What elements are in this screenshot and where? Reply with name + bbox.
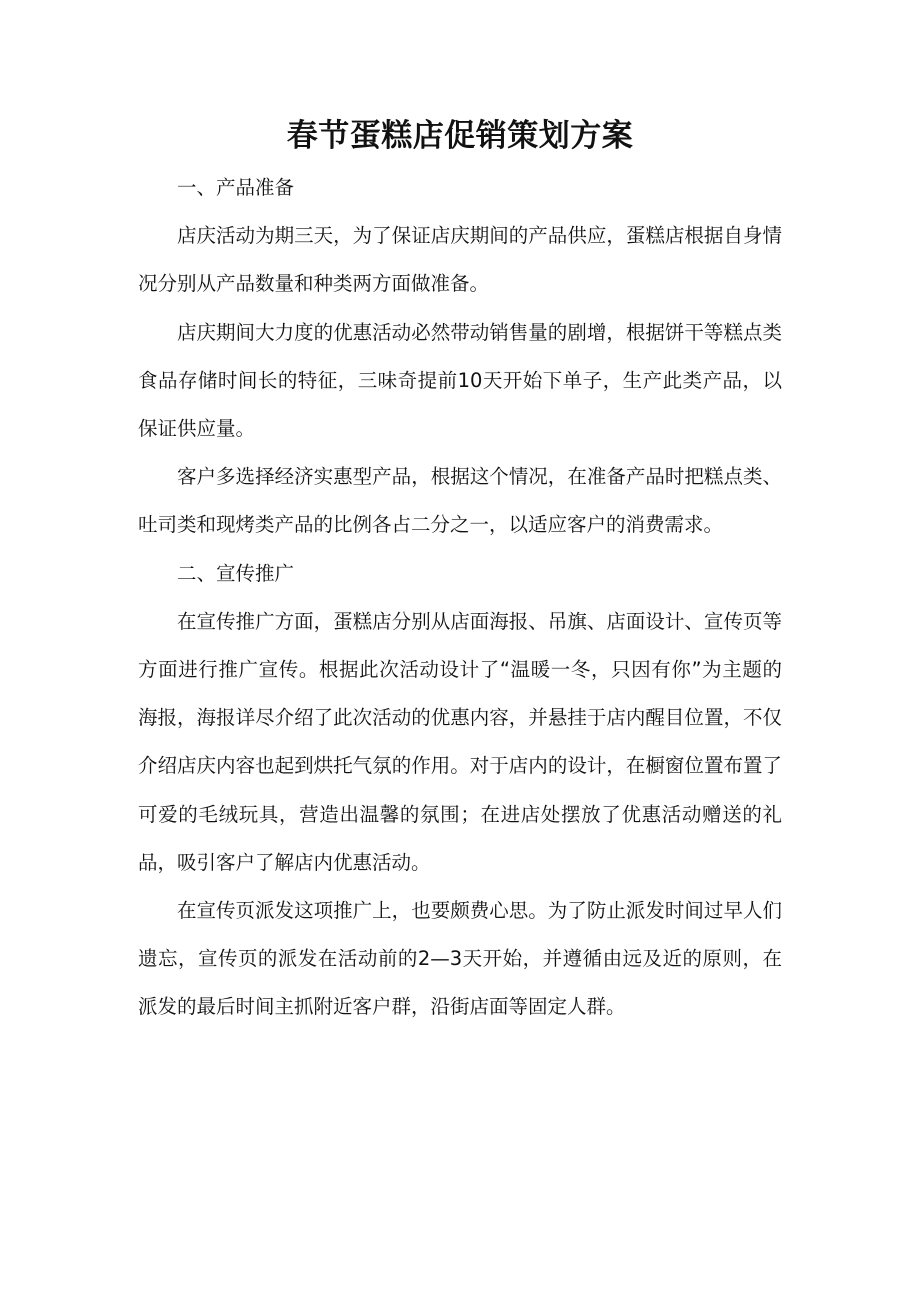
paragraph: 店庆活动为期三天，为了保证店庆期间的产品供应，蛋糕店根据自身情况分别从产品数量和种类两方面做准备。: [138, 224, 782, 296]
section-heading: 一、产品准备: [177, 176, 295, 199]
document-title: 春节蛋糕店促销策划方案: [286, 118, 634, 154]
paragraph: 店庆期间大力度的优惠活动必然带动销售量的剧增，根据饼干等糕点类食品存储时间长的特征，三味奇提前10天开始下单子，生产此类产品，以保证供应量。: [138, 320, 782, 441]
paragraph: 在宣传推广方面，蛋糕店分别从店面海报、吊旗、店面设计、宣传页等方面进行推广宣传。根据此次活动设计了“温暖一冬，只因有你”为主题的海报，海报详尽介绍了此次活动的优惠内容，并悬挂于店内醒目位置，不仅介绍店庆内容也起到烘托气氛的作用。对于店内的设计，在橱窗位置布置了可爱的毛绒玩具，营造出温馨的氛围；在进店处摆放了优惠活动赠送的礼品，吸引客户了解店内优惠活动。: [138, 609, 782, 874]
section-promotion: [138, 550, 782, 1032]
document-body: [138, 112, 782, 1032]
paragraph: 在宣传页派发这项推广上，也要颇费心思。为了防止派发时间过早人们遗忘，宣传页的派发在活动前的2—3天开始，并遵循由远及近的原则，在派发的最后时间主抓附近客户群，沿街店面等固定人群。: [138, 899, 782, 1019]
section-product-preparation: [138, 164, 782, 550]
paragraph: 客户多选择经济实惠型产品，根据这个情况，在准备产品时把糕点类、吐司类和现烤类产品的比例各占二分之一，以适应客户的消费需求。: [138, 465, 782, 537]
section-heading: 二、宣传推广: [177, 561, 295, 585]
